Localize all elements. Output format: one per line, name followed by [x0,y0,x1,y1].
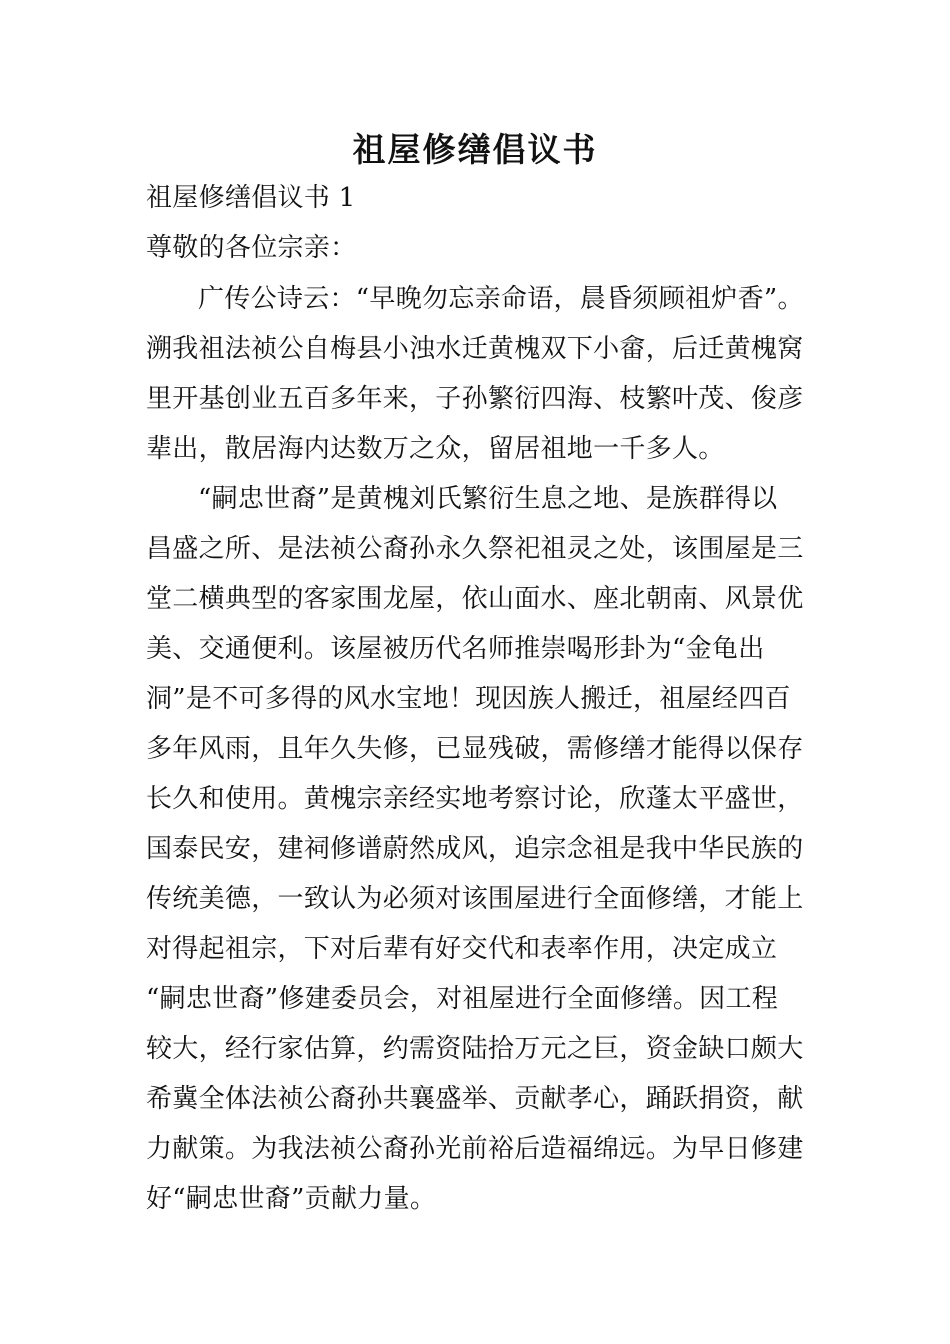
paragraph-line: 希冀全体法祯公裔孙共襄盛举、贡献孝心，踊跃捐资，献 [146,1084,804,1114]
paragraph-line: 洞”是不可多得的风水宝地！现因族人搬迁，祖屋经四百 [146,684,791,714]
paragraph-line: 美、交通便利。该屋被历代名师推崇喝形卦为“金龟出 [146,634,765,664]
paragraph-line: 广传公诗云：“早晚勿忘亲命语，晨昏须顾祖炉香”。 [198,284,804,314]
paragraph-line: 昌盛之所、是法祯公裔孙永久祭祀祖灵之处，该围屋是三 [146,534,804,564]
paragraph-line: “嗣忠世裔”是黄槐刘氏繁衍生息之地、是族群得以 [198,484,778,514]
paragraph-line: 较大，经行家估算，约需资陆拾万元之巨，资金缺口颇大 [146,1034,804,1064]
paragraph-line: 堂二横典型的客家围龙屋，依山面水、座北朝南、风景优 [146,584,804,614]
paragraph-line: 传统美德，一致认为必须对该围屋进行全面修缮，才能上 [146,884,804,914]
paragraph-line: 溯我祖法祯公自梅县小浊水迁黄槐双下小畲，后迁黄槐窝 [146,334,804,364]
paragraph-line: 里开基创业五百多年来，子孙繁衍四海、枝繁叶茂、俊彦 [146,384,804,414]
paragraph-line: 长久和使用。黄槐宗亲经实地考察讨论，欣蓬太平盛世， [146,784,804,814]
paragraph-line: 国泰民安，建祠修谱蔚然成风，追宗念祖是我中华民族的 [146,834,804,864]
document-title: 祖屋修缮倡议书 [352,130,598,169]
paragraph-line: 好“嗣忠世裔”贡献力量。 [146,1184,437,1214]
paragraph-line: 多年风雨，且年久失修，已显残破，需修缮才能得以保存 [146,734,804,764]
paragraph-line: 辈出，散居海内达数万之众，留居祖地一千多人。 [146,434,725,464]
paragraph-line: 力献策。为我法祯公裔孙光前裕后造福绵远。为早日修建 [146,1134,804,1164]
paragraph-line: “嗣忠世裔”修建委员会，对祖屋进行全面修缮。因工程 [146,984,779,1014]
paragraph-line: 对得起祖宗，下对后辈有好交代和表率作用，决定成立 [146,934,778,964]
document-subtitle: 祖屋修缮倡议书 1 [146,183,356,213]
salutation: 尊敬的各位宗亲： [146,233,357,263]
